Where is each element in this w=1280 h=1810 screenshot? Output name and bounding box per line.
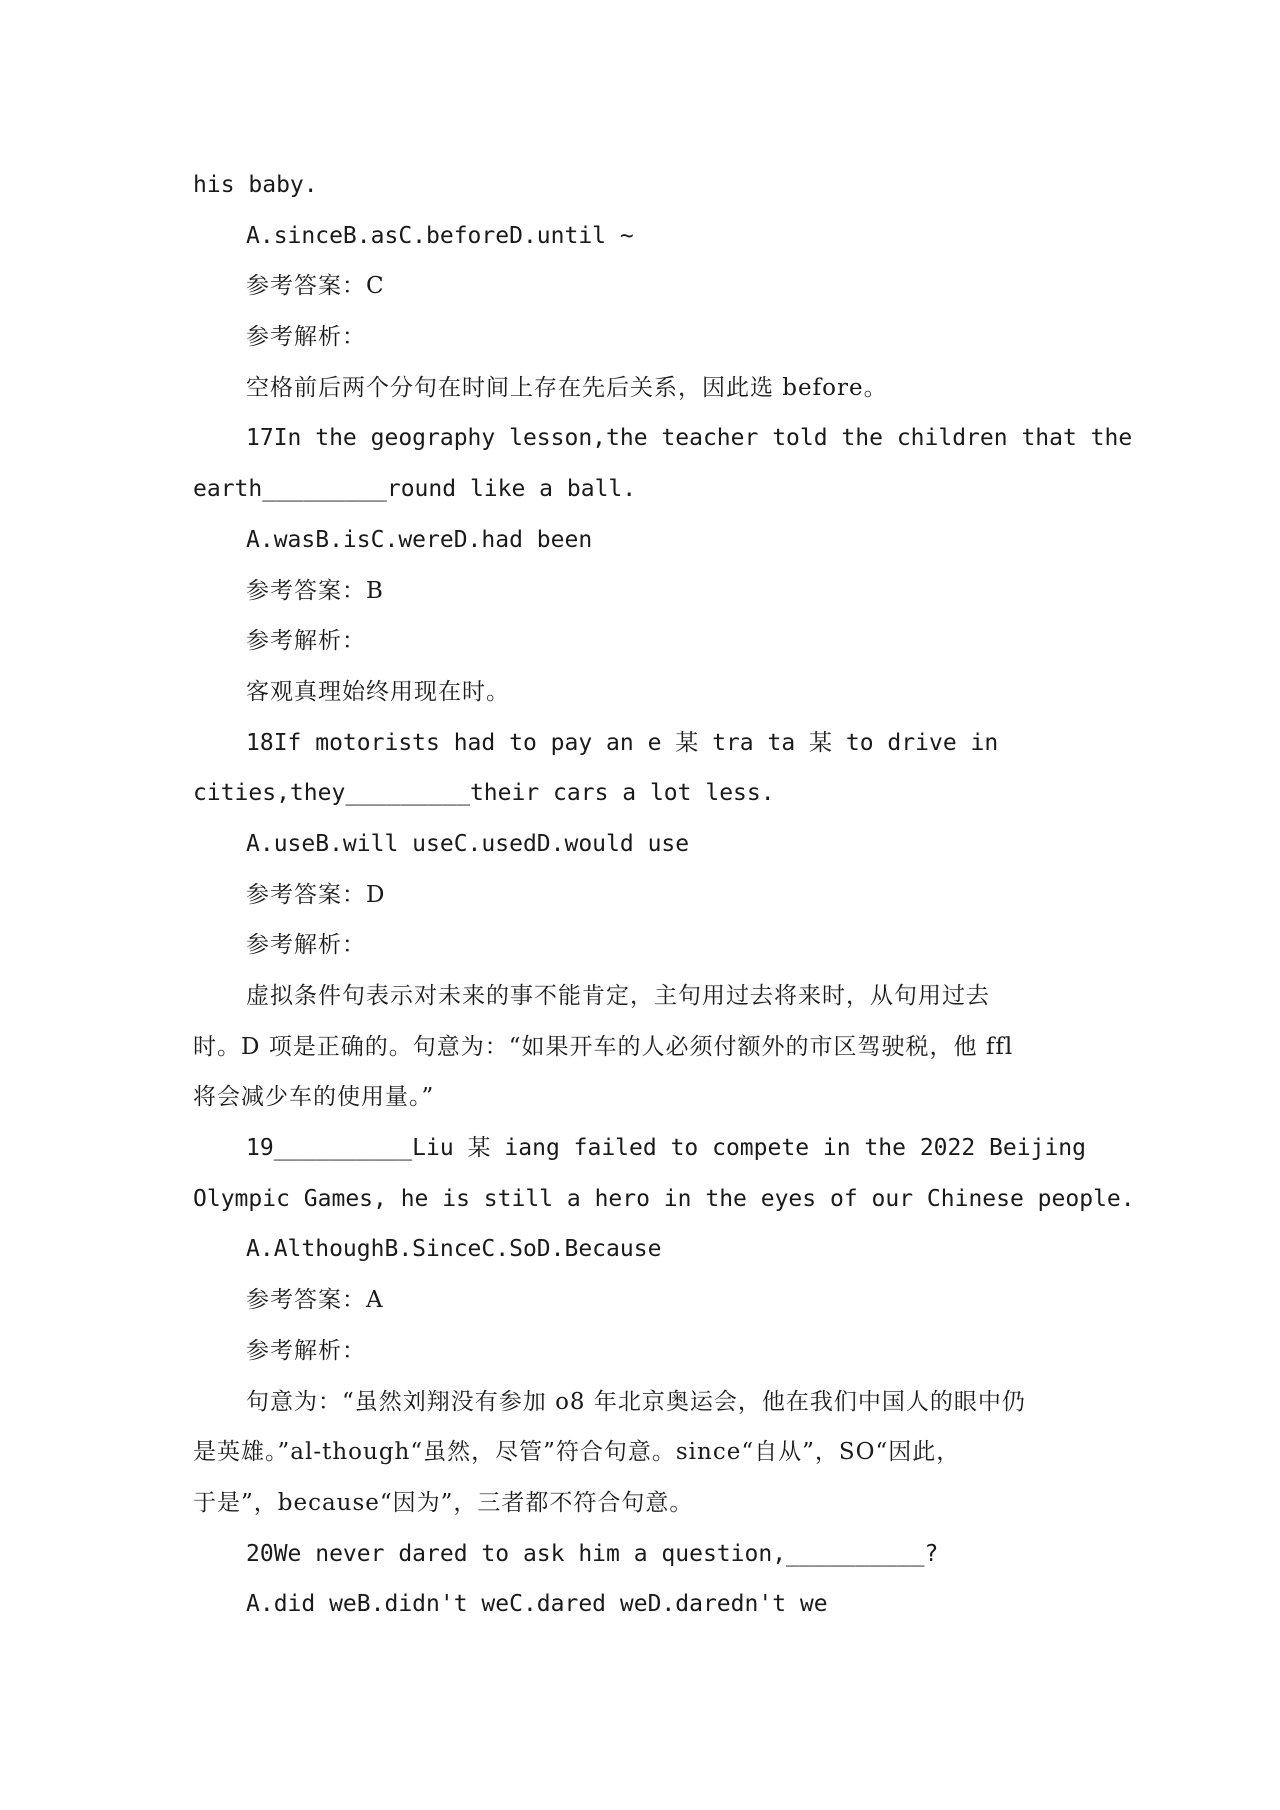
- analysis-text: 于是”，because“因为”，三者都不符合句意。: [193, 1489, 694, 1516]
- analysis-text: 虚拟条件句表示对未来的事不能肯定，主句用过去将来时，从句用过去: [246, 983, 990, 1009]
- analysis-heading: 参考解析：: [246, 932, 366, 959]
- question-text: cities,they_________their cars a lot less.: [193, 780, 775, 807]
- options-line: A.useB.will useC.usedD.would use: [246, 830, 690, 857]
- options-line: A.did weB.didn't weC.dared weD.daredn't we: [246, 1591, 828, 1618]
- answer-line: 参考答案：A: [246, 1287, 384, 1314]
- text-line: his baby.: [193, 172, 318, 198]
- analysis-text: 将会减少车的使用量。”: [193, 1084, 435, 1111]
- analysis-heading: 参考解析：: [246, 628, 366, 655]
- question-text: 20We never dared to ask him a question,__________?: [246, 1540, 939, 1567]
- question-text: 19__________Liu 某 iang failed to compete in the 2022 Beijing: [246, 1135, 1086, 1162]
- question-text: 18If motorists had to pay an e 某 tra ta 某 to drive in: [246, 729, 999, 756]
- analysis-text: 句意为：“虽然刘翔没有参加 o8 年北京奥运会，他在我们中国人的眼中仍: [246, 1388, 1026, 1415]
- options-line: A.sinceB.asC.beforeD.until ~: [246, 222, 634, 249]
- question-text: Olympic Games, he is still a hero in the eyes of our Chinese people.: [193, 1185, 1135, 1212]
- analysis-text: 时。D 项是正确的。句意为：“如果开车的人必须付额外的市区驾驶税，他 ffl: [193, 1033, 1014, 1060]
- analysis-text: 空格前后两个分句在时间上存在先后关系，因此选 before。: [246, 374, 888, 401]
- answer-line: 参考答案：B: [246, 577, 384, 604]
- answer-line: 参考答案：C: [246, 273, 385, 300]
- document-body: [193, 160, 1135, 1630]
- analysis-text: 客观真理始终用现在时。: [246, 678, 510, 705]
- question-text: 17In the geography lesson,the teacher told the children that the: [246, 425, 1133, 452]
- question-text: earth_________round like a ball.: [193, 476, 637, 503]
- options-line: A.AlthoughB.SinceC.SoD.Because: [246, 1236, 662, 1263]
- analysis-heading: 参考解析：: [246, 324, 366, 351]
- analysis-text: 是英雄。”al-though“虽然，尽管”符合句意。since“自从”，SO“因此，: [193, 1439, 961, 1466]
- options-line: A.wasB.isC.wereD.had been: [246, 526, 593, 553]
- answer-line: 参考答案：D: [246, 881, 386, 908]
- analysis-heading: 参考解析：: [246, 1337, 366, 1364]
